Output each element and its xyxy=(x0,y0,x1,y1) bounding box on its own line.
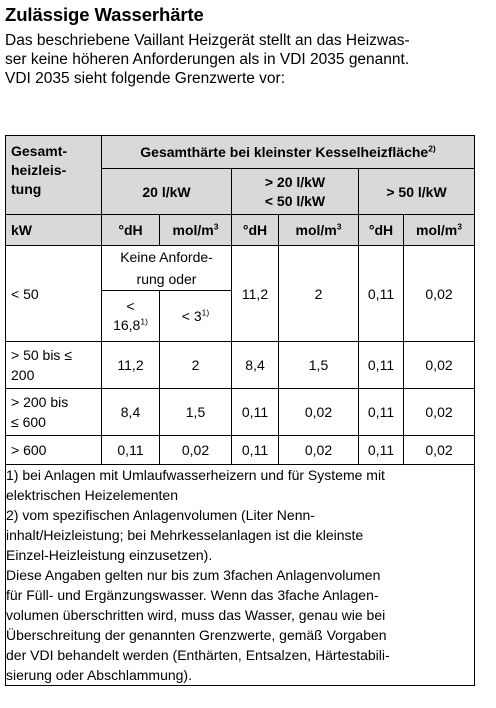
range-header-50: > 50 l/kW xyxy=(359,169,475,215)
intro-paragraph xyxy=(5,31,491,88)
unit-dh: °dH xyxy=(359,215,404,246)
col-header-line: tung xyxy=(11,181,42,197)
note-line: Überschreitung der genannten Grenzwerte, gemäß Vorgaben xyxy=(6,627,387,643)
no-requirement-line: Keine Anforde- xyxy=(120,249,213,265)
value-cell: 0,11 xyxy=(359,342,404,389)
unit-sup: 3 xyxy=(336,221,342,232)
no-requirement-cell xyxy=(102,246,232,291)
value-cell: 0,11 xyxy=(359,389,404,436)
footnote-ref: 1) xyxy=(140,316,148,327)
note-line: volumen überschritten wird, muss das Wasser, genau wie bei xyxy=(6,607,386,623)
unit-mol-text: mol/m xyxy=(172,222,214,238)
value-text: < 3 xyxy=(181,308,202,324)
note-line: 2) vom spezifischen Anlagenvolumen (Liter Nenn- xyxy=(6,507,315,523)
row-label-line: 200 xyxy=(11,367,35,383)
row-label xyxy=(6,389,102,436)
group-header-text: Gesamthärte bei kleinster Kesselheizfläche xyxy=(140,144,429,160)
value-cell: 0,02 xyxy=(279,436,359,465)
row-label: > 600 xyxy=(6,436,102,465)
range-header-20: 20 l/kW xyxy=(102,169,232,215)
no-requirement-line: rung oder xyxy=(136,271,197,287)
intro-line: VDI 2035 sieht folgende Grenzwerte vor: xyxy=(5,70,286,87)
row-label-line: ≤ 600 xyxy=(11,414,46,430)
value-cell: 0,11 xyxy=(232,436,279,465)
table-notes xyxy=(6,465,475,686)
value-cell: 8,4 xyxy=(102,389,160,436)
unit-sup: 3 xyxy=(457,221,462,232)
notes-row xyxy=(6,465,475,686)
group-header-total-hardness xyxy=(102,136,475,169)
unit-mol xyxy=(160,215,232,246)
note-line: für Füll- und Ergänzungswasser. Wenn das 3fache Anlagen- xyxy=(6,587,379,603)
value-cell: 11,2 xyxy=(232,246,279,342)
value-cell: 0,11 xyxy=(102,436,160,465)
value-cell: 0,02 xyxy=(160,436,232,465)
range-header-20-50 xyxy=(232,169,359,215)
value-cell: 2 xyxy=(279,246,359,342)
note-line: Diese Angaben gelten nur bis zum 3fachen Anlagenvolumen xyxy=(6,567,381,583)
value-text: 16,8 xyxy=(113,317,141,333)
value-cell: 0,02 xyxy=(404,342,475,389)
unit-kw: kW xyxy=(6,215,102,246)
unit-sup: 3 xyxy=(213,221,219,232)
header-row-group xyxy=(6,136,475,169)
value-cell: 2 xyxy=(160,342,232,389)
unit-mol-text: mol/m xyxy=(416,222,458,238)
intro-line: ser keine höheren Anforderungen als in VDI 2035 genannt. xyxy=(5,51,410,68)
value-cell: 0,02 xyxy=(279,389,359,436)
value-cell: 1,5 xyxy=(160,389,232,436)
unit-mol-text: mol/m xyxy=(295,222,337,238)
unit-mol xyxy=(404,215,475,246)
value-cell: 0,11 xyxy=(359,436,404,465)
unit-mol xyxy=(279,215,359,246)
water-hardness-table xyxy=(5,135,475,686)
table-row xyxy=(6,389,475,436)
row-label-line: > 50 bis ≤ xyxy=(11,347,72,363)
value-cell: 8,4 xyxy=(232,342,279,389)
value-with-footnote xyxy=(102,316,159,335)
table-row xyxy=(6,342,475,389)
footnote-ref: 2) xyxy=(428,143,436,154)
range-line: > 20 l/kW xyxy=(264,173,326,190)
note-line: Einzel-Heizleistung einzusetzen). xyxy=(6,547,213,563)
col-header-line: Gesamt- xyxy=(11,143,68,159)
value-cell: 0,11 xyxy=(232,389,279,436)
note-line: elektrischen Heizelementen xyxy=(6,487,178,503)
value-cell: 11,2 xyxy=(102,342,160,389)
note-line: sierung oder Abschlammung). xyxy=(6,667,192,683)
row-label-line: > 200 bis xyxy=(11,394,69,410)
value-cell: 0,11 xyxy=(359,246,404,342)
units-row xyxy=(6,215,475,246)
row-label xyxy=(6,342,102,389)
note-line: inhalt/Heizleistung; bei Mehrkesselanlagen ist die kleinste xyxy=(6,527,364,543)
table-row xyxy=(6,246,475,291)
row-label: < 50 xyxy=(6,246,102,342)
note-line: der VDI behandelt werden (Enthärten, Entsalzen, Härtestabili- xyxy=(6,647,390,663)
value-cell xyxy=(102,291,160,342)
footnote-ref: 1) xyxy=(201,307,210,318)
table-row xyxy=(6,436,475,465)
page-title: Zulässige Wasserhärte xyxy=(5,4,204,25)
col-header-heating-power xyxy=(6,136,102,215)
intro-line: Das beschriebene Vaillant Heizgerät stellt an das Heizwas- xyxy=(5,32,410,49)
value-cell: 0,02 xyxy=(404,436,475,465)
value-cell: 1,5 xyxy=(279,342,359,389)
value-prefix: < xyxy=(126,298,135,314)
col-header-line: heizleis- xyxy=(11,162,67,178)
value-cell: 0,02 xyxy=(404,246,475,342)
range-line: < 50 l/kW xyxy=(264,192,326,209)
unit-dh: °dH xyxy=(102,215,160,246)
note-line: 1) bei Anlagen mit Umlaufwasserheizern und für Systeme mit xyxy=(6,467,385,483)
value-cell: 0,02 xyxy=(404,389,475,436)
unit-dh: °dH xyxy=(232,215,279,246)
value-cell xyxy=(160,291,232,342)
